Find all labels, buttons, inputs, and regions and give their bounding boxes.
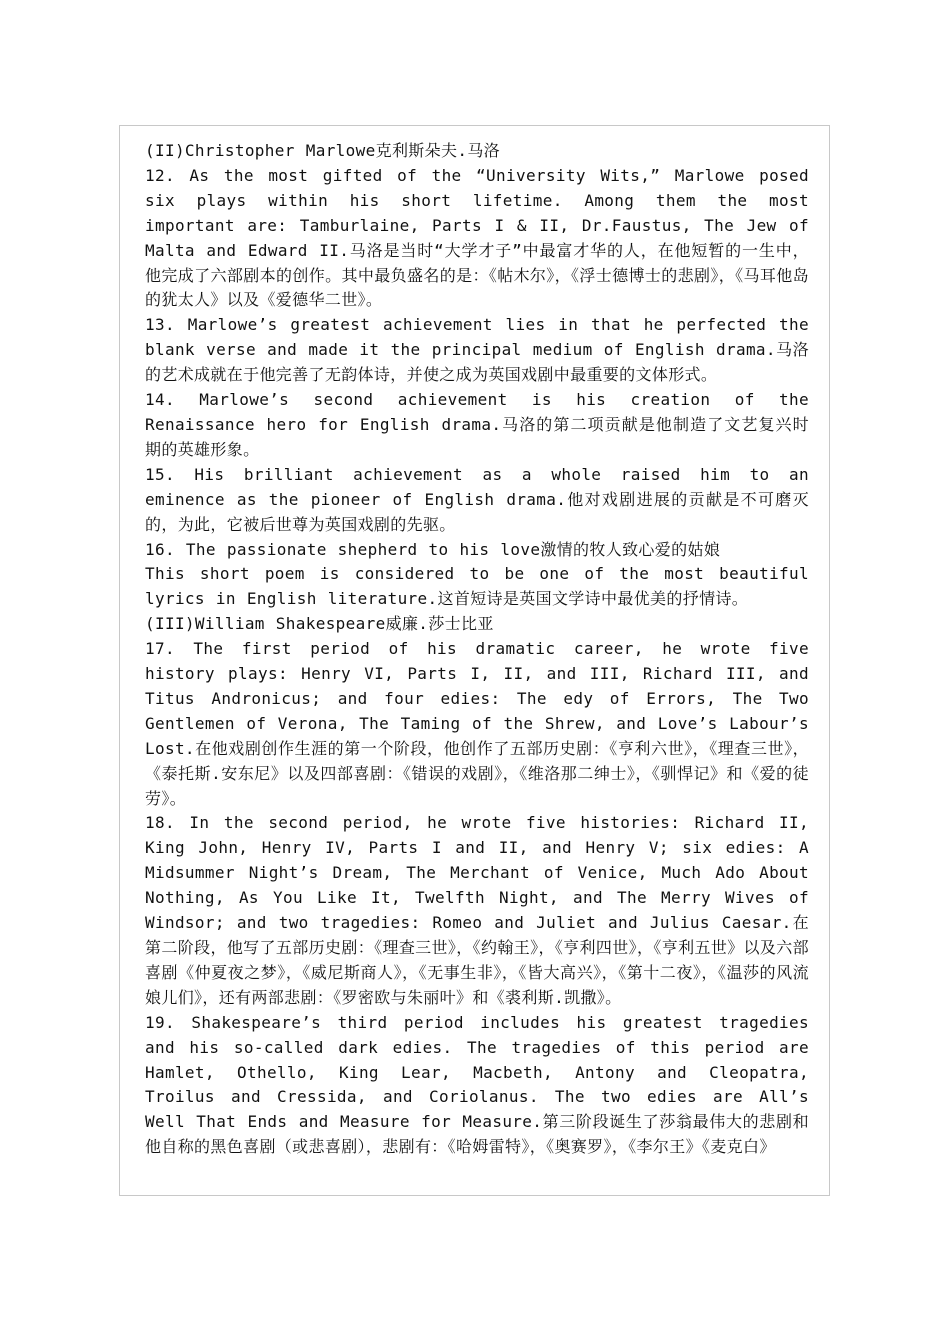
paragraph-19: 19. Shakespeare’s third period includes his greatest tragedies and his so-called dark edies. The tragedies of this period are Hamlet, Othello, King Lear, Macbeth, Antony and Cleopatra, Troilus and Cressida, and Coriolanus. The two edies are All’s Well That Ends and Measure for Measure.第三阶段诞生了莎翁最伟大的悲剧和他自称的黑色喜剧（或悲喜剧），悲剧有：《哈姆雷特》，《奥赛罗》，《李尔王》《麦克白》 (145, 1012, 809, 1157)
paragraph-14: 14. Marlowe’s second achievement is his creation of the Renaissance hero for English drama.马洛的第二项贡献是他制造了文艺复兴时期的英雄形象。 (145, 390, 809, 459)
document-page (119, 125, 830, 1196)
document-body (145, 139, 809, 1160)
section-heading-shakespeare: (III)William Shakespeare威廉.莎士比亚 (145, 614, 494, 634)
paragraph-12: 12. As the most gifted of the “University Wits,” Marlowe posed six plays within his short lifetime. Among them the most important are: Tamburlaine, Parts I & II, Dr.Faustus, The Jew of Malta and Edward II.马洛是当时“大学才子”中最富才华的人，在他短暂的一生中，他完成了六部剧本的创作。其中最负盛名的是：《帖木尔》，《浮士德博士的悲剧》，《马耳他岛的犹太人》以及《爱德华二世》。 (145, 165, 809, 310)
paragraph-13: 13. Marlowe’s greatest achievement lies in that he perfected the blank verse and made it the principal medium of English drama.马洛的艺术成就在于他完善了无韵体诗，并使之成为英国戏剧中最重要的文体形式。 (145, 315, 809, 385)
section-heading-marlowe: (II)Christopher Marlowe克利斯朵夫.马洛 (145, 141, 501, 160)
paragraph-18: 18. In the second period, he wrote five histories: Richard II, King John, Henry IV, Parts I and II, and Henry V; six edies: A Midsummer Night’s Dream, The Merchant of Venice, Much Ado About Nothing, As You Like It, Twelfth Night, and The Merry Wives of Windsor; and two tragedies: Romeo and Juliet and Julius Caesar.在第二阶段，他写了五部历史剧：《理查三世》，《约翰王》，《亨利四世》，《亨利五世》以及六部喜剧《仲夏夜之梦》，《威尼斯商人》，《无事生非》，《皆大高兴》，《第十二夜》，《温莎的风流娘儿们》，还有两部悲剧：《罗密欧与朱丽叶》和《裘利斯.凯撒》。 (145, 813, 809, 1007)
paragraph-16-note: This short poem is considered to be one of the most beautiful lyrics in English literature.这首短诗是英国文学诗中最优美的抒情诗。 (145, 564, 809, 609)
paragraph-16: 16. The passionate shepherd to his love激情的牧人致心爱的姑娘 (145, 539, 721, 559)
paragraph-15: 15. His brilliant achievement as a whole raised him to an eminence as the pioneer of English drama.他对戏剧进展的贡献是不可磨灭的，为此，它被后世尊为英国戏剧的先驱。 (145, 464, 809, 534)
paragraph-17: 17. The first period of his dramatic career, he wrote five history plays: Henry VI, Parts I, II, and III, Richard III, and Titus Andronicus; and four edies: The edy of Errors, The Two Gentlemen of Verona, The Taming of the Shrew, and Love’s Labour’s Lost.在他戏剧创作生涯的第一个阶段，他创作了五部历史剧：《亨利六世》，《理查三世》，《泰托斯.安东尼》以及四部喜剧：《错误的戏剧》，《维洛那二绅士》，《驯悍记》和《爱的徒劳》。 (145, 639, 809, 808)
